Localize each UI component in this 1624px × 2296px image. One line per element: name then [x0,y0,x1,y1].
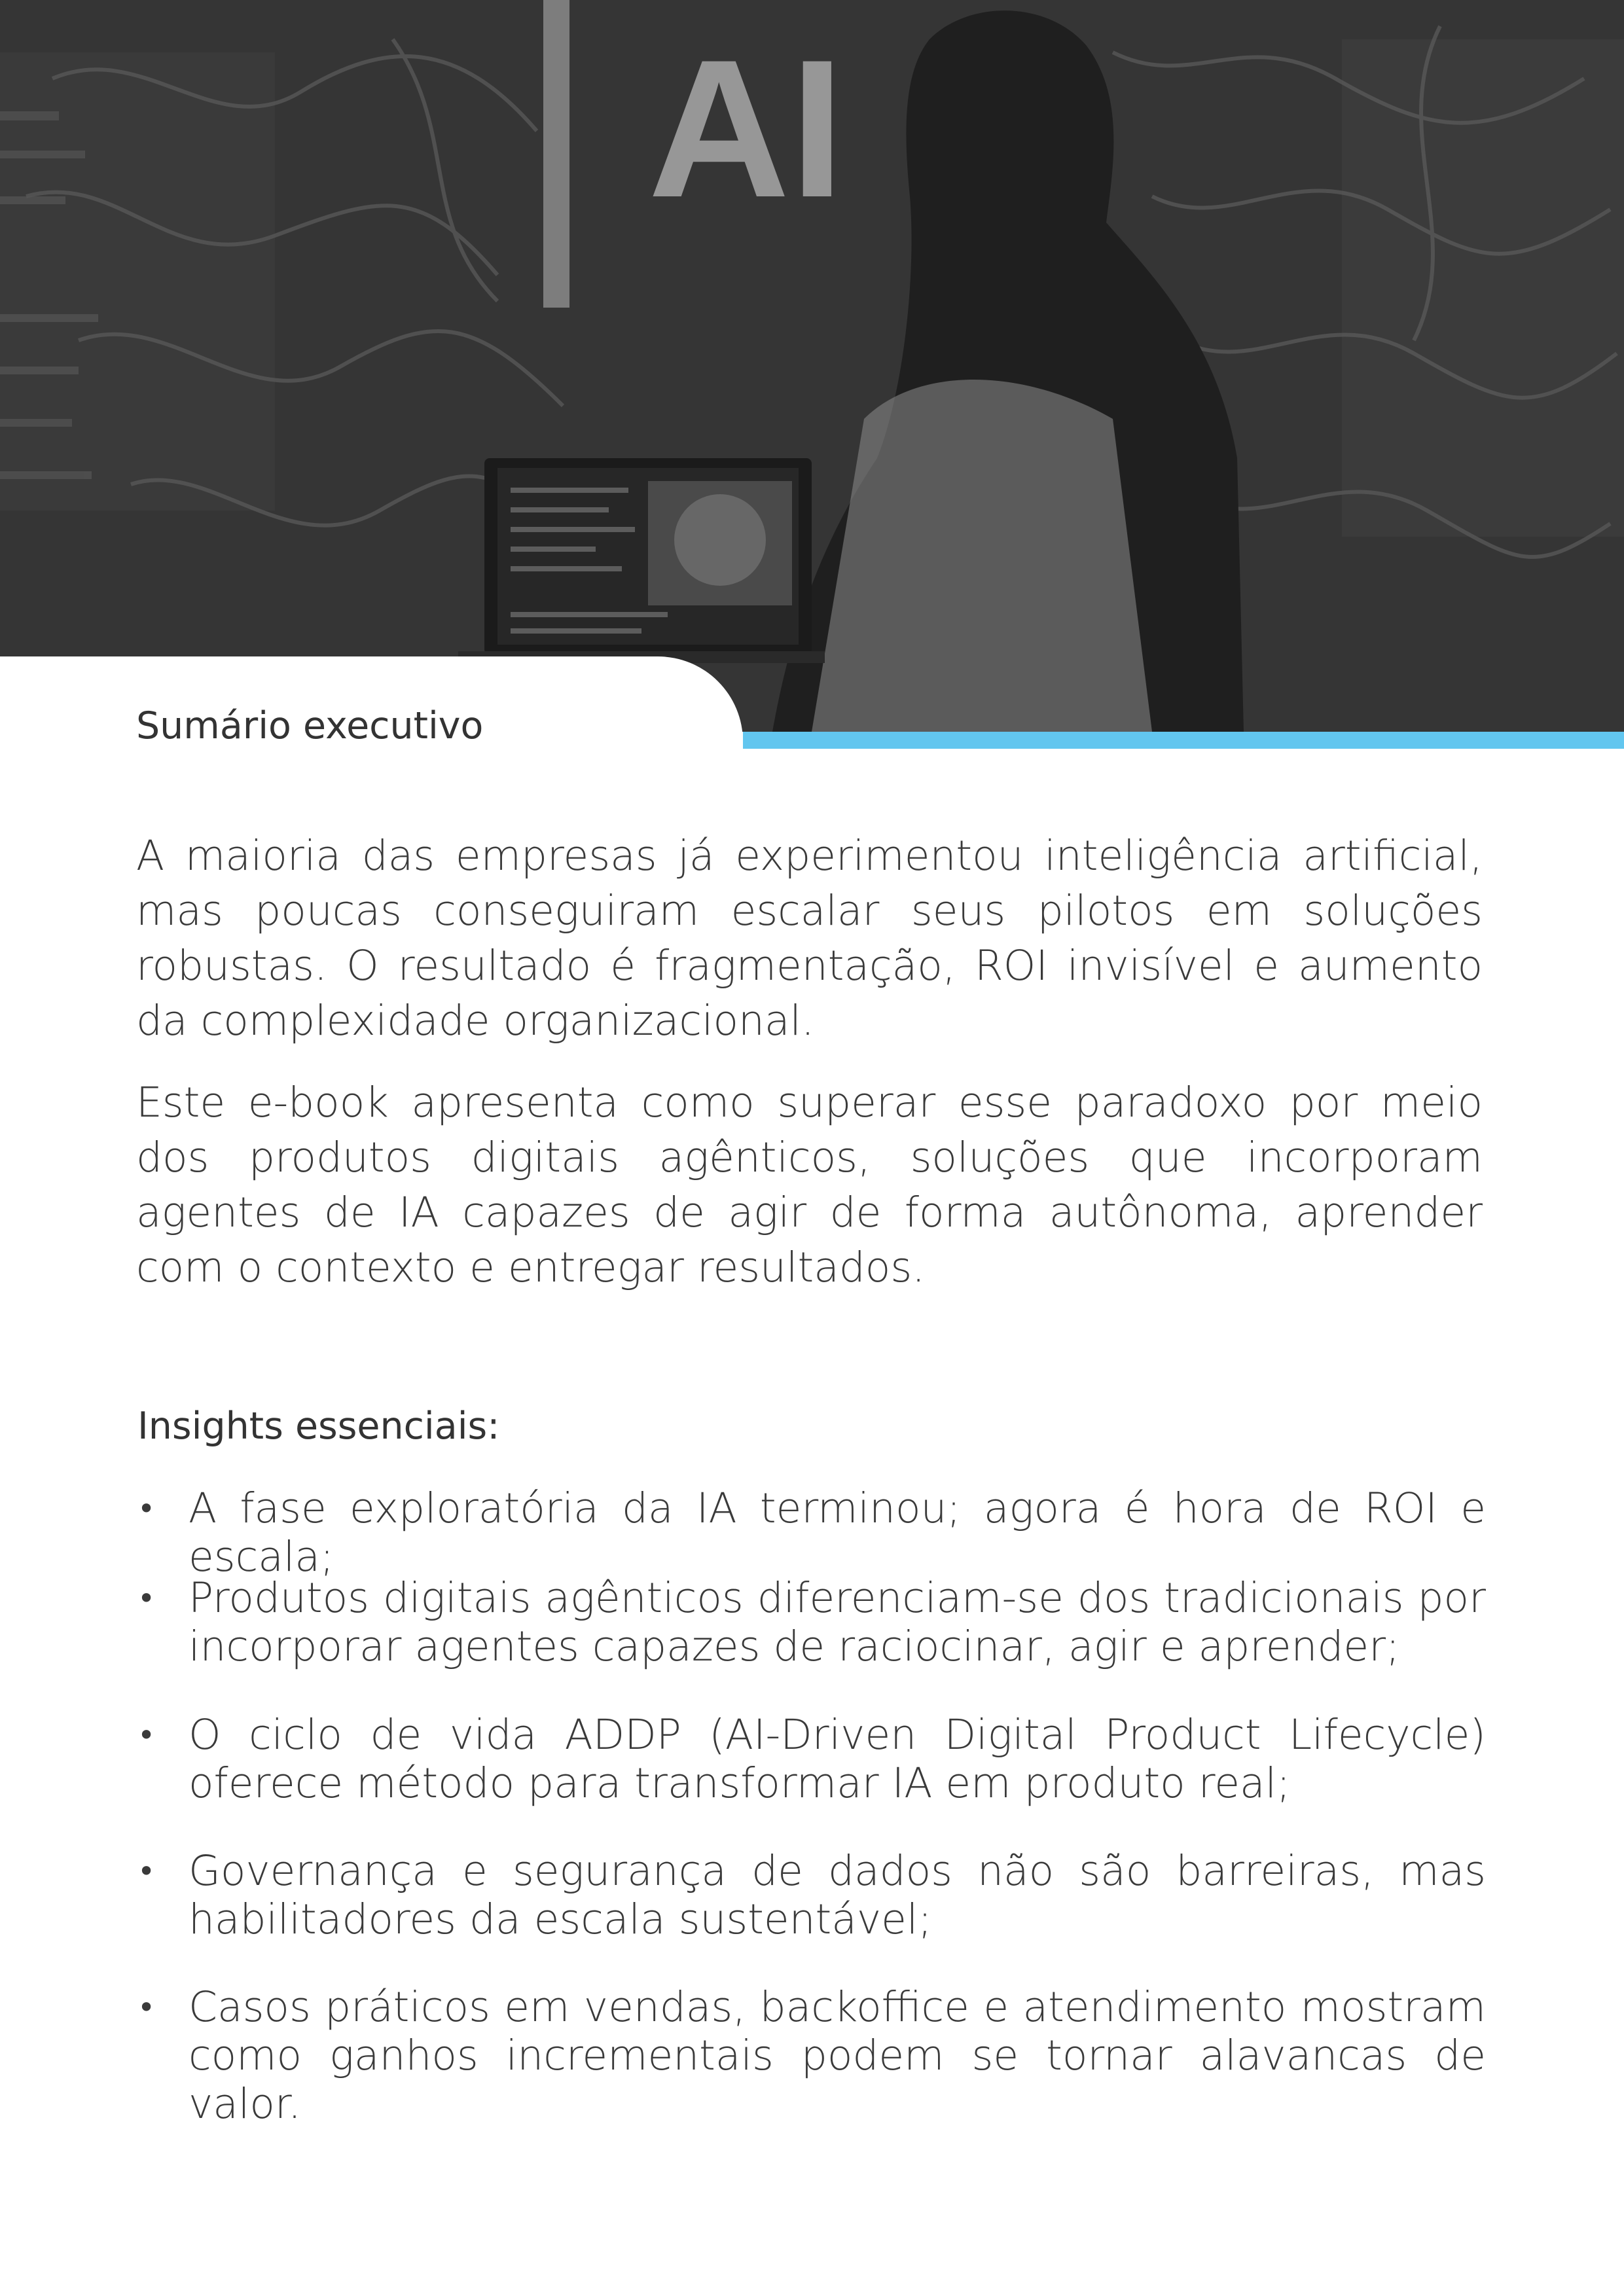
accent-bar [743,732,1624,749]
insights-title: Insights essenciais: [137,1405,500,1448]
laptop [458,458,825,663]
bullet-icon: • [137,1854,156,1889]
bullet-icon: • [137,1581,156,1616]
insight-text: Governança e segurança de dados não são barreiras, mas habilitadores da escala sustentável; [189,1847,1486,1943]
ebook-summary-paragraph: Este e-book apresenta como superar esse paradoxo por meio dos produtos digitais agênticos, soluções que incorporam agentes de IA capazes de agir de forma autônoma, aprender com o contexto e entregar resultados. [136,1079,1483,1291]
bullet-icon: • [137,1717,156,1753]
bullet-icon: • [137,1491,156,1526]
insight-text: A fase exploratória da IA terminou; agora é hora de ROI e escala; [189,1484,1486,1581]
insight-text: O ciclo de vida ADDP (AI-Driven Digital Product Lifecycle) oferece método para transformar IA em produto real; [189,1711,1486,1807]
insight-text: Produtos digitais agênticos diferenciam-se dos tradicionais por incorporar agentes capazes de raciocinar, agir e aprender; [189,1574,1486,1670]
ai-sign-text: AI [648,18,844,238]
intro-paragraph: A maioria das empresas já experimentou inteligência artificial, mas poucas conseguiram escalar seus pilotos em soluções robustas. O resultado é fragmentação, ROI invisível e aumento da complexidade organizacional. [136,832,1483,1045]
bullet-icon: • [137,1990,156,2025]
hero-image [0,0,1624,732]
hero-illustration [0,0,1624,732]
section-title: Sumário executivo [136,704,484,747]
insight-text: Casos práticos em vendas, backoffice e atendimento mostram como ganhos incrementais podem se tornar alavancas de valor. [189,1983,1486,2128]
